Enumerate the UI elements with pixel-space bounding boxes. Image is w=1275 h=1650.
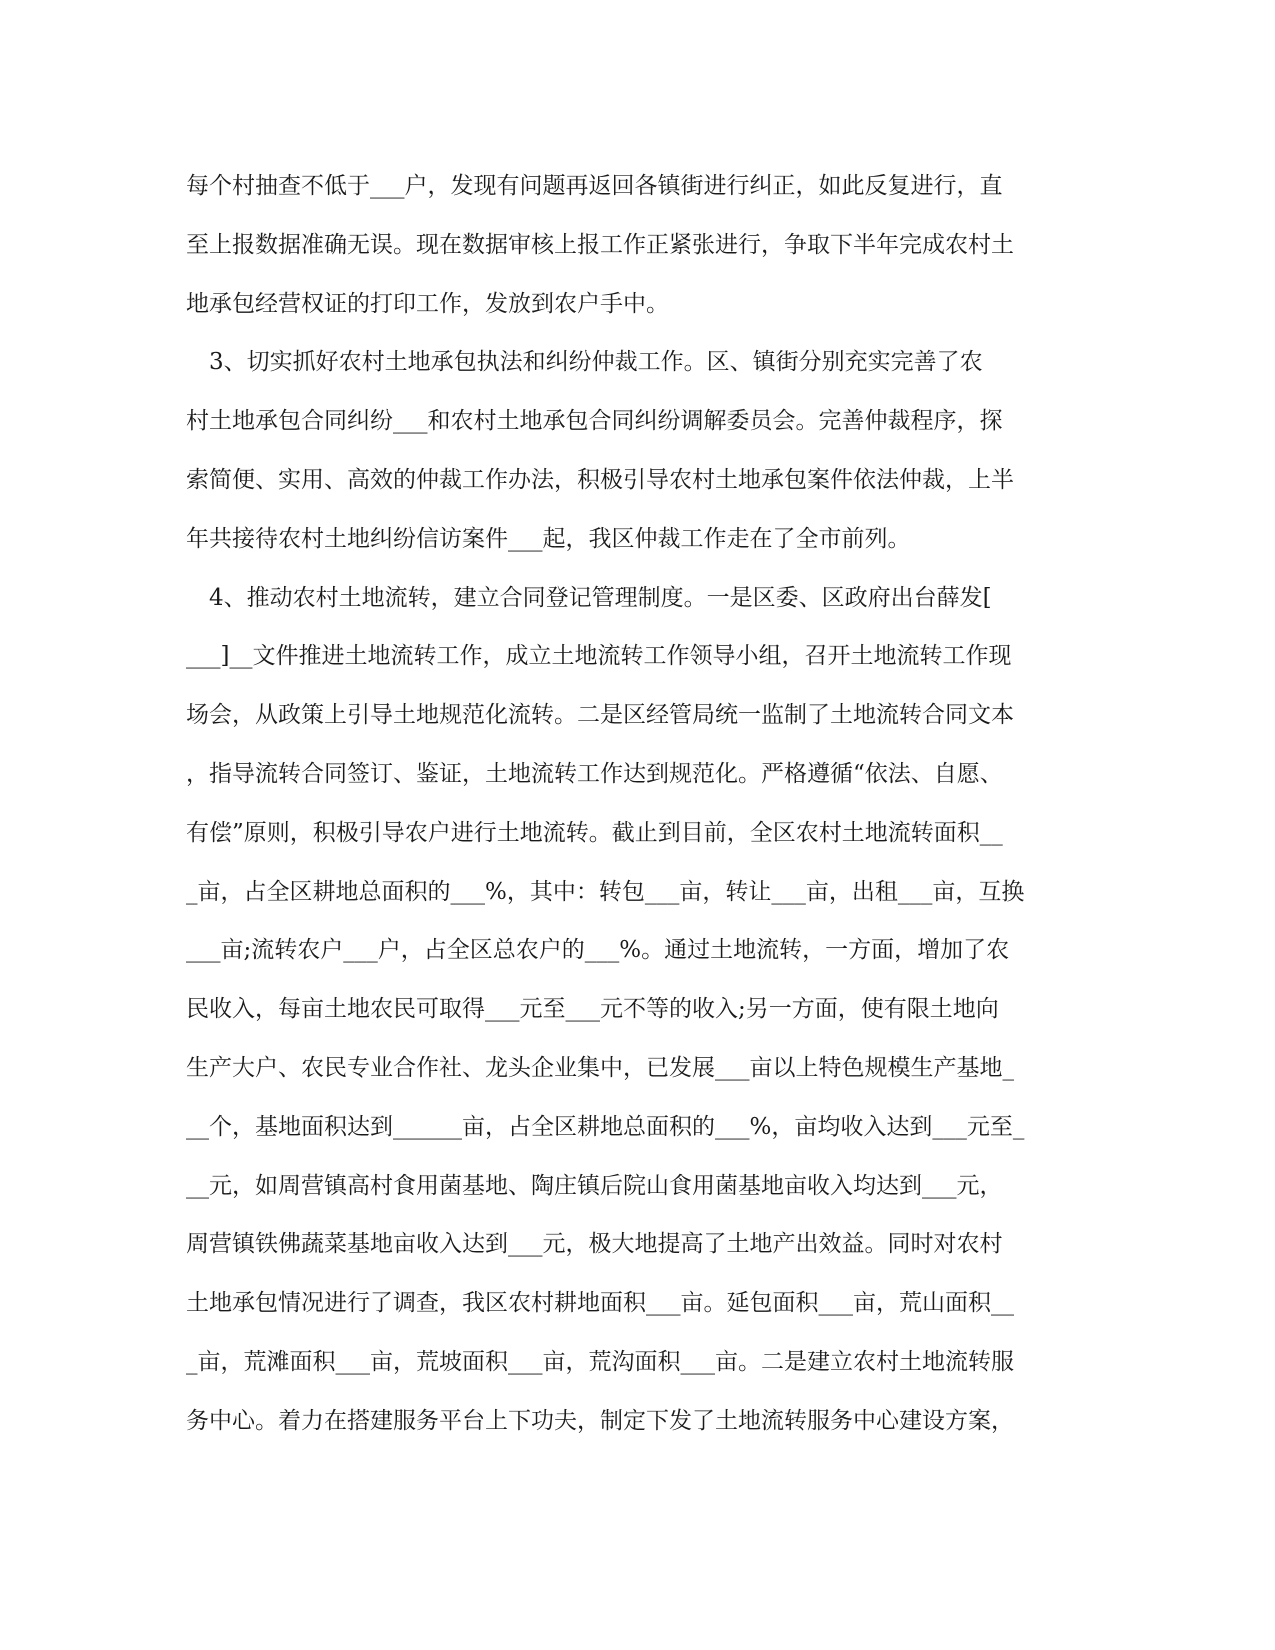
text-line: ，指导流转合同签订、鉴证，土地流转工作达到规范化。严格遵循“依法、自愿、 [186, 760, 1003, 787]
text-line: _亩，荒滩面积___亩，荒坡面积___亩，荒沟面积___亩。二是建立农村土地流转服 [186, 1348, 1014, 1375]
document-body [186, 170, 1086, 1464]
text-line: 至上报数据准确无误。现在数据审核上报工作正紧张进行，争取下半年完成农村土 [186, 231, 1014, 258]
text-line: 场会，从政策上引导土地规范化流转。二是区经管局统一监制了土地流转合同文本 [186, 702, 1014, 729]
text-line: 民收入，每亩土地农民可取得___元至___元不等的收入;另一方面，使有限土地向 [186, 996, 999, 1023]
text-line: 年共接待农村土地纠纷信访案件___起，我区仲裁工作走在了全市前列。 [186, 525, 911, 552]
text-line: 生产大户、农民专业合作社、龙头企业集中，已发展___亩以上特色规模生产基地_ [186, 1054, 1014, 1081]
text-line: 3、切实抓好农村土地承包执法和纠纷仲裁工作。区、镇街分别充实完善了农 [186, 349, 983, 376]
text-line: 务中心。着力在搭建服务平台上下功夫，制定下发了土地流转服务中心建设方案， [186, 1407, 1014, 1434]
text-line: 每个村抽查不低于___户，发现有问题再返回各镇街进行纠正，如此反复进行，直 [186, 173, 1003, 199]
text-line: ___]__文件推进土地流转工作，成立土地流转工作领导小组，召开土地流转工作现 [186, 643, 1012, 670]
text-line: 4、推动农村土地流转，建立合同登记管理制度。一是区委、区政府出台薛发[ [186, 584, 992, 611]
text-line: __个，基地面积达到______亩，占全区耕地总面积的___%，亩均收入达到___元至_ [186, 1113, 1025, 1140]
text-line: 地承包经营权证的打印工作，发放到农户手中。 [186, 290, 669, 317]
text-line: 索简便、实用、高效的仲裁工作办法，积极引导农村土地承包案件依法仲裁，上半 [186, 466, 1014, 493]
text-line: _亩，占全区耕地总面积的___%，其中：转包___亩，转让___亩，出租___亩，互换 [186, 878, 1025, 905]
text-line: 有偿”原则，积极引导农户进行土地流转。截止到目前，全区农村土地流转面积__ [186, 819, 1003, 846]
text-line: __元，如周营镇高村食用菌基地、陶庄镇后院山食用菌基地亩收入均达到___元， [186, 1172, 1003, 1199]
text-line: 村土地承包合同纠纷___和农村土地承包合同纠纷调解委员会。完善仲裁程序，探 [186, 408, 1003, 435]
text-line: ___亩;流转农户___户，占全区总农户的___%。通过土地流转，一方面，增加了农 [186, 937, 1010, 964]
text-line: 土地承包情况进行了调查，我区农村耕地面积___亩。延包面积___亩，荒山面积__ [186, 1290, 1014, 1317]
text-line: 周营镇铁佛蔬菜基地亩收入达到___元，极大地提高了土地产出效益。同时对农村 [186, 1231, 1003, 1258]
